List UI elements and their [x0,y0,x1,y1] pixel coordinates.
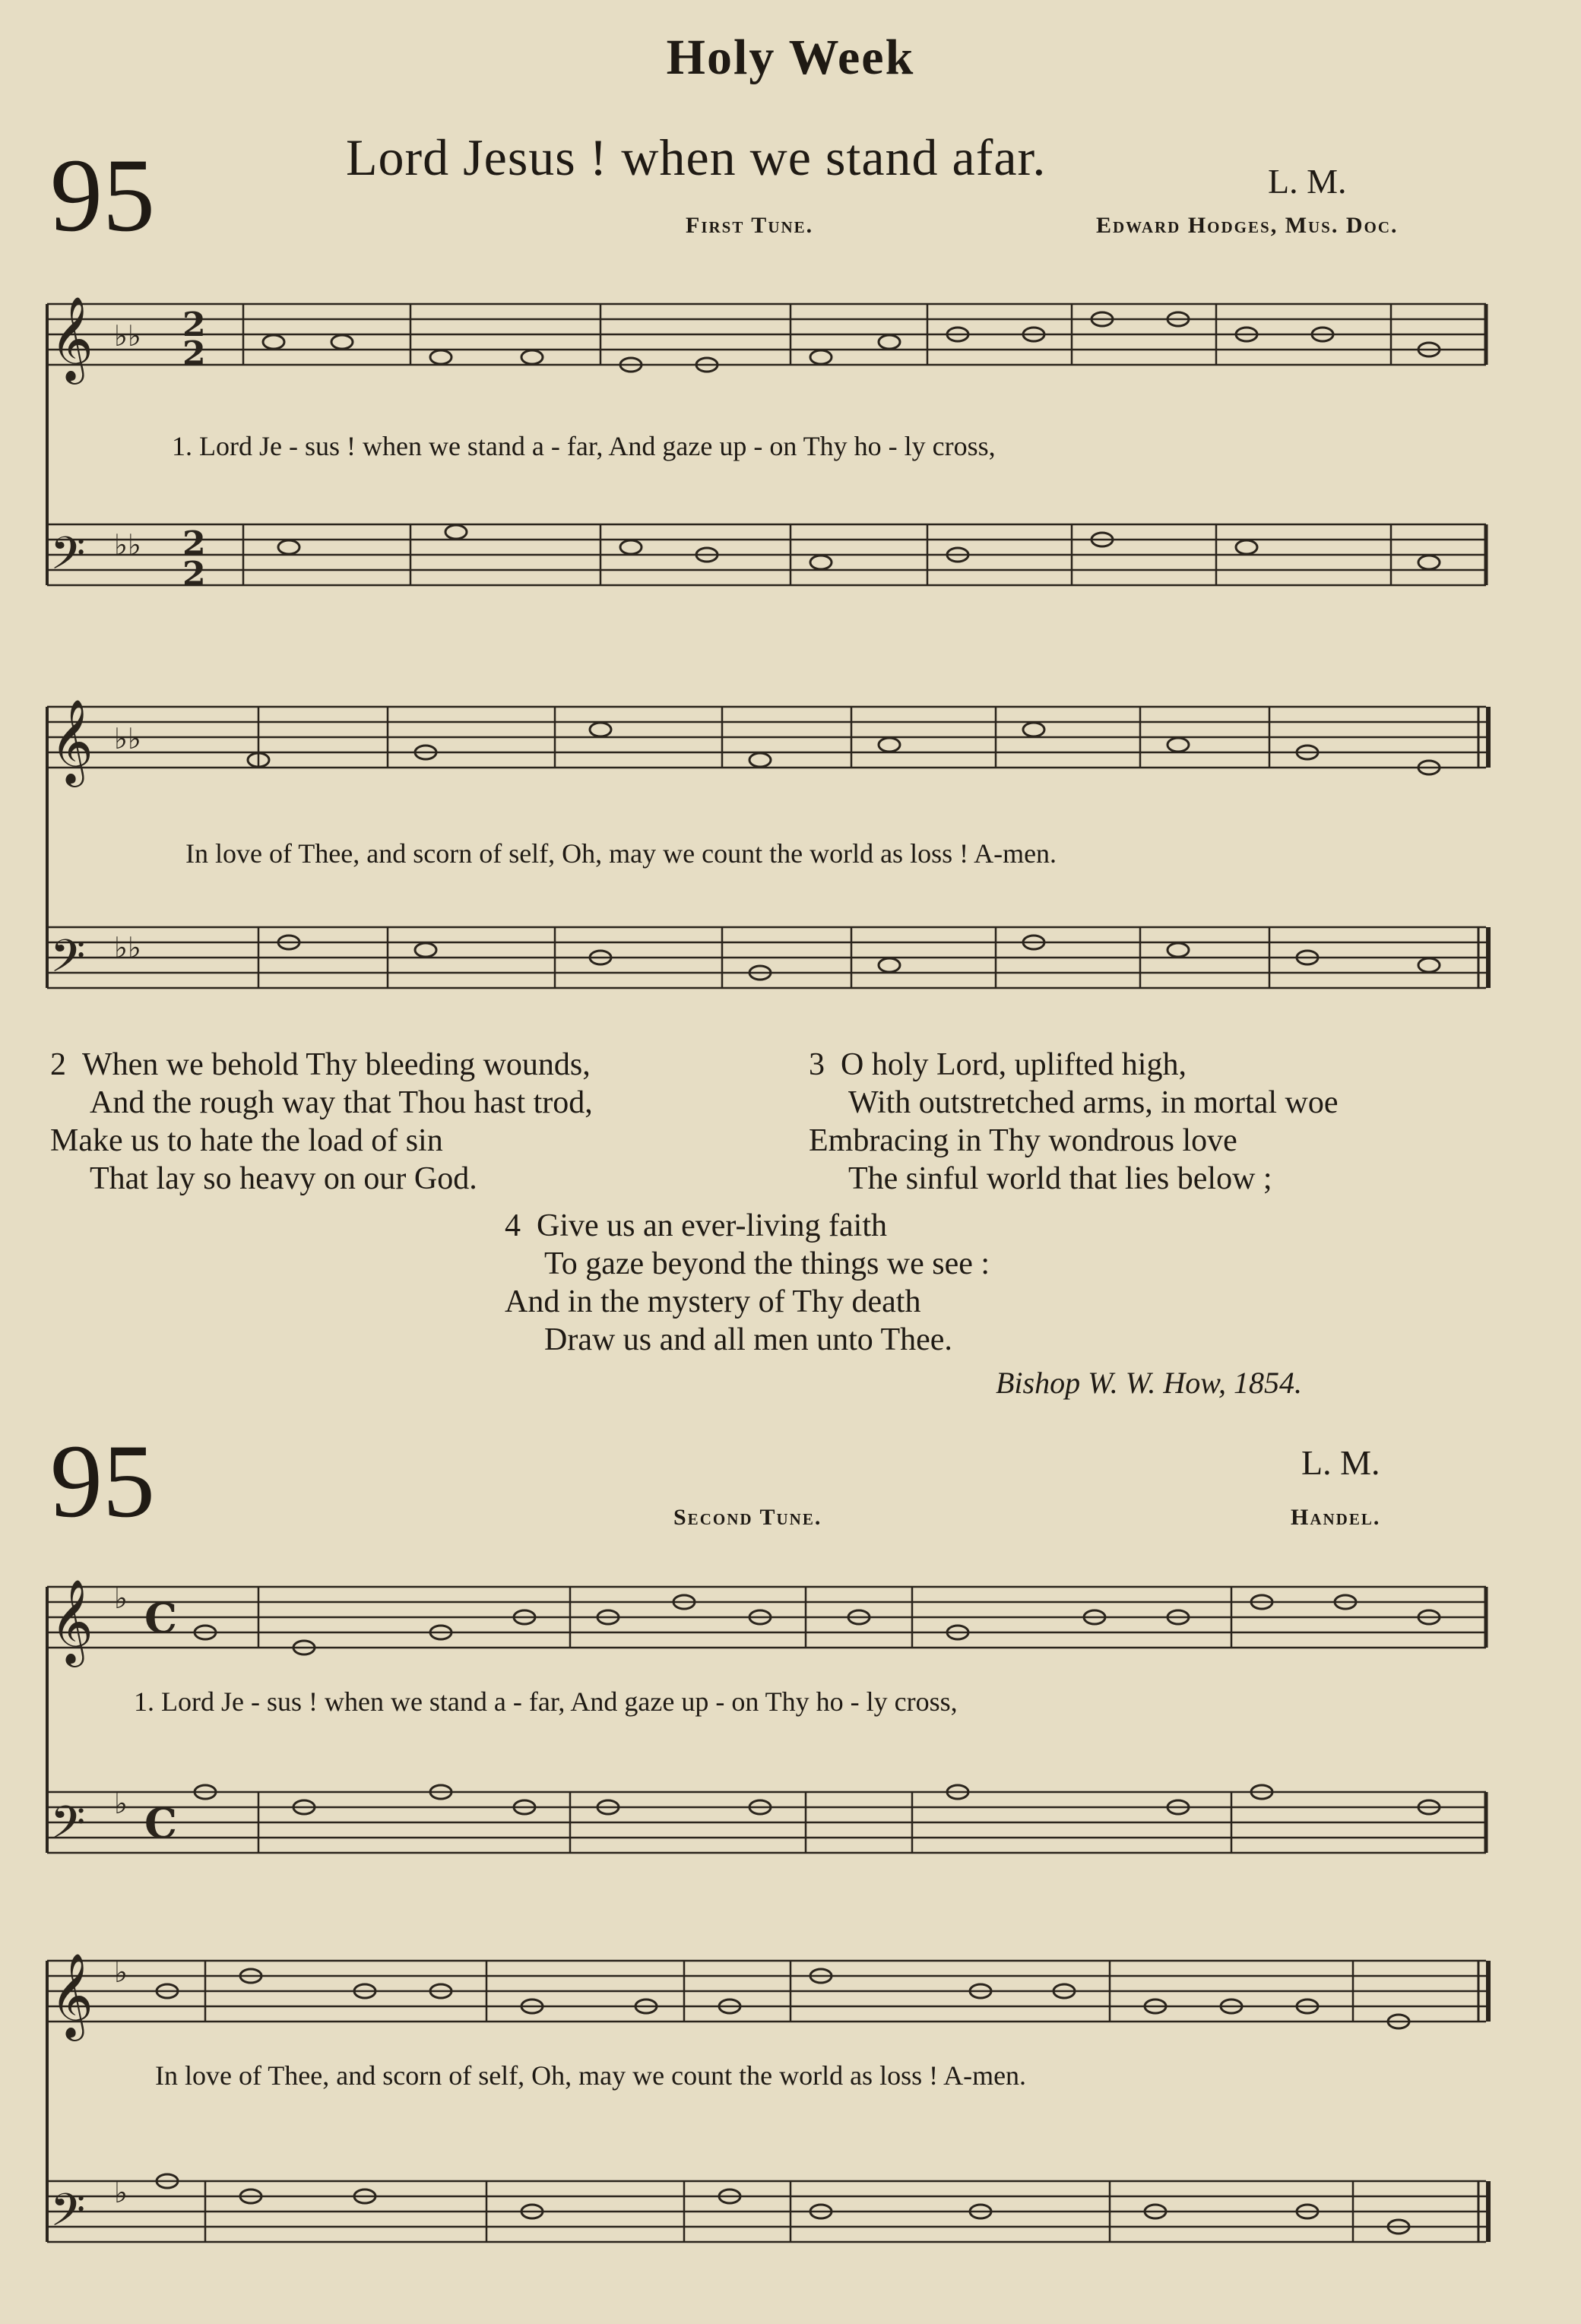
composer: Handel. [1291,1505,1381,1530]
staff-treble-4 [47,1961,1486,2022]
tune-label: Second Tune. [673,1505,822,1530]
tune-label: First Tune. [686,213,814,238]
verse-2 [50,1046,593,1198]
verse-number: 4 [505,1208,521,1243]
svg-text:2: 2 [182,524,206,563]
lyric-line: In love of Thee, and scorn of self, Oh, may we count the world as loss ! A-men. [185,838,1057,869]
verse-line: And in the mystery of Thy death [505,1284,921,1319]
lyric-line: 1. Lord Je - sus ! when we stand a - far, And gaze up - on Thy ho - ly cross, [172,431,996,461]
svg-text:♭: ♭ [114,1955,128,1989]
bass-clef-icon: 𝄢 [50,2183,86,2247]
common-time-icon: C [144,1799,177,1847]
common-time-icon: C [144,1594,177,1642]
svg-text:2: 2 [182,334,206,373]
hymn-number: 95 [50,1423,155,1539]
meter: L. M. [1268,162,1347,201]
svg-text:2: 2 [182,555,206,594]
verse-4 [505,1207,990,1359]
svg-text:♭♭: ♭♭ [114,528,141,562]
verse-number: 2 [50,1047,66,1082]
svg-text:2: 2 [182,306,206,344]
verse-line: To gaze beyond the things we see : [544,1246,990,1281]
bass-clef-icon: 𝄢 [50,527,86,590]
verse-line: That lay so heavy on our God. [90,1161,477,1196]
svg-text:♭♭: ♭♭ [114,722,141,755]
treble-clef-icon: 𝄞 [50,1578,93,1664]
staff-treble-3 [47,1587,1486,1648]
staff-treble-1 [47,304,1486,365]
hymn2-score [0,1550,1581,2310]
svg-text:♭: ♭ [114,1787,128,1820]
svg-text:♭: ♭ [114,1582,128,1615]
verse-number: 3 [809,1047,825,1082]
verse-line: O holy Lord, uplifted high, [841,1047,1187,1082]
verse-3 [809,1046,1338,1198]
treble-clef-icon: 𝄞 [50,698,93,784]
treble-clef-icon: 𝄞 [50,1952,93,2037]
bass-clef-icon: 𝄢 [50,1796,86,1860]
verse-line: Give us an ever-living faith [537,1208,888,1243]
treble-clef-icon: 𝄞 [50,296,93,381]
verse-line: With outstretched arms, in mortal woe [848,1085,1339,1120]
svg-text:♭♭: ♭♭ [114,931,141,964]
verse-line: And the rough way that Thou hast trod, [90,1085,593,1120]
svg-text:♭♭: ♭♭ [114,319,141,353]
running-head: Holy Week [666,30,915,85]
verse-line: When we behold Thy bleeding wounds, [82,1047,591,1082]
hymn-title: Lord Jesus ! when we stand afar. [346,128,1047,186]
lyric-line: In love of Thee, and scorn of self, Oh, may we count the world as loss ! A-men. [155,2060,1027,2091]
hymn-number: 95 [50,137,155,253]
verse-line: Embracing in Thy wondrous love [809,1123,1237,1158]
staff-bass-4 [47,2181,1486,2242]
verse-line: The sinful world that lies below ; [848,1161,1272,1196]
bass-clef-icon: 𝄢 [50,929,86,993]
composer: Edward Hodges, Mus. Doc. [1096,213,1399,238]
svg-text:♭: ♭ [114,2176,128,2209]
author-attribution: Bishop W. W. How, 1854. [996,1366,1303,1400]
lyric-line: 1. Lord Je - sus ! when we stand a - far, And gaze up - on Thy ho - ly cross, [134,1686,958,1717]
meter: L. M. [1301,1443,1380,1482]
staff-bass-1 [47,524,1486,585]
hymn1-score [0,0,1581,1064]
verse-line: Draw us and all men unto Thee. [544,1322,952,1357]
verse-line: Make us to hate the load of sin [50,1123,443,1158]
